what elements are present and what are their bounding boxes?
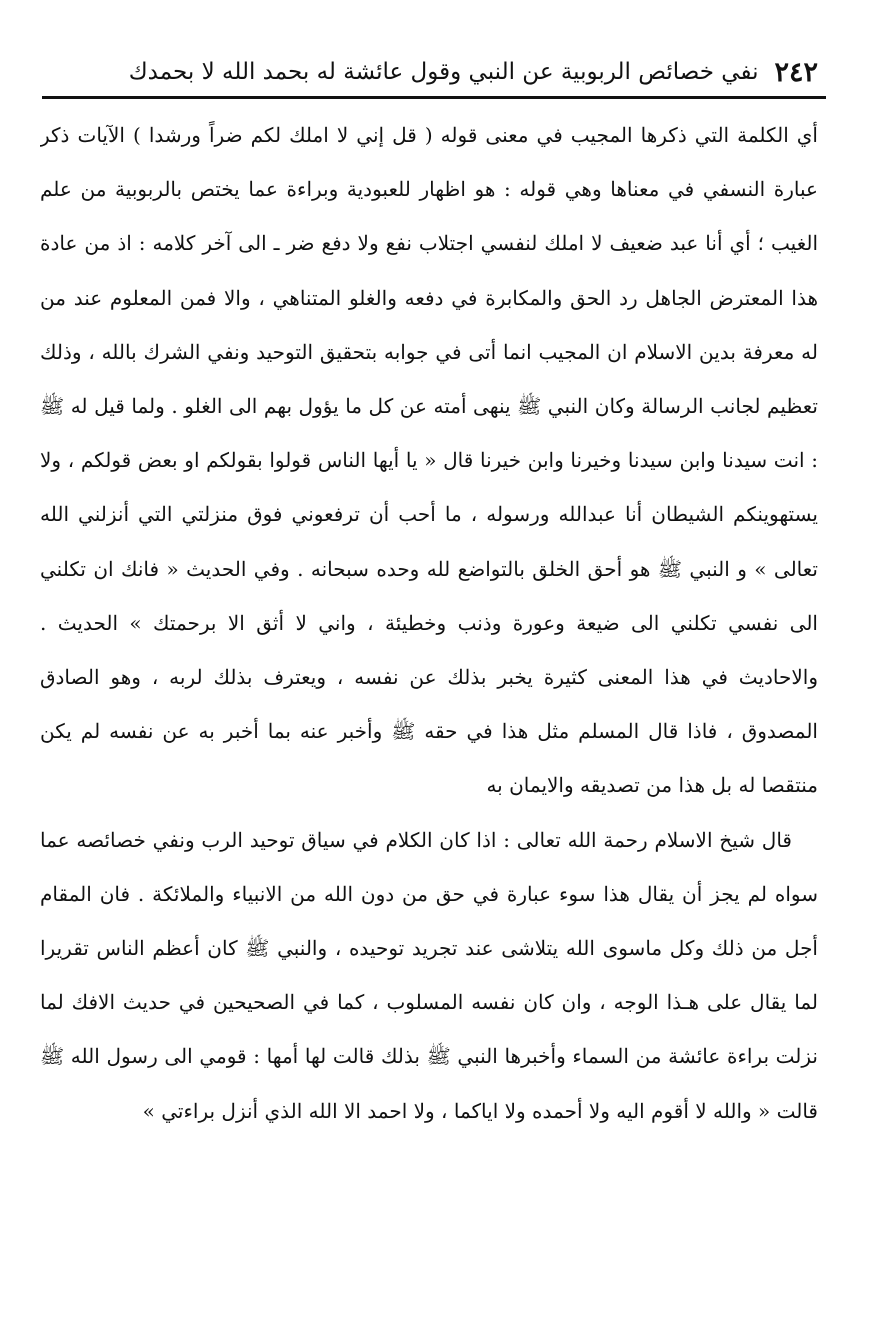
page-header [48, 52, 818, 92]
page-number: ٢٤٢ [774, 56, 818, 88]
running-title: نفي خصائص الربوبية عن النبي وقول عائشة له بحمد الله لا بحمدك [128, 59, 759, 85]
paragraph: أي الكلمة التي ذكرها المجيب في معنى قوله ( قل إني لا املك لكم ضراً ورشدا ) الآيات ذكر عبارة النسفي في معناها وهي قوله : هو اظهار للعبودية وبراءة عما يختص بالربوبية من علم الغيب ؛ أي أنا عبد ضعيف لا املك لنفسي اجتلاب نفع ولا دفع ضر ـ الى آخر كلامه : اذ من عادة هذا المعترض الجاهل رد الحق والمكابرة في دفعه والغلو المتناهي ، والا فمن المعلوم عند من له معرفة بدين الاسلام ان المجيب انما أتى في جوابه بتحقيق التوحيد ونفي الشرك بالله ، وذلك تعظيم لجانب الرسالة وكان النبي ﷺ ينهى أمته عن كل ما يؤول بهم الى الغلو . ولما قيل له ﷺ : انت سيدنا وابن سيدنا وخيرنا وابن خيرنا قال « يا أيها الناس قولوا بقولكم او بعض قولكم ، ولا يستهوينكم الشيطان أنا عبدالله ورسوله ، ما أحب أن ترفعوني فوق منزلتي التي أنزلني الله تعالى » و النبي ﷺ هو أحق الخلق بالتواضع لله وحده سبحانه . وفي الحديث « فانك ان تكلني الى نفسي تكلني الى ضيعة وعورة وذنب وخطيئة ، واني لا أثق الا برحمتك » الحديث . والاحاديث في هذا المعنى كثيرة يخبر بذلك عن نفسه ، ويعترف بذلك لربه ، وهو الصادق المصدوق ، فاذا قال المسلم مثل هذا في حقه ﷺ وأخبر عنه بما أخبر به عن نفسه لم يكن منتقصا له بل هذا من تصديقه والايمان به [40, 123, 818, 798]
paragraph: قال شيخ الاسلام رحمة الله تعالى : اذا كان الكلام في سياق توحيد الرب ونفي خصائصه عما سواه لم يجز أن يقال هذا سوء عبارة في حق من دون الله من الانبياء والملائكة . فان المقام أجل من ذلك وكل ماسوى الله يتلاشى عند تجريد توحيده ، والنبي ﷺ كان أعظم الناس تقريرا لما يقال على هـذا الوجه ، وان كان نفسه المسلوب ، كما في الصحيحين في حديث الافك لما نزلت براءة عائشة من السماء وأخبرها النبي ﷺ بذلك قالت لها أمها : قومي الى رسول الله ﷺ قالت « والله لا أقوم اليه ولا أحمده ولا اياكما ، ولا احمد الا الله الذي أنزل براءتي » [40, 827, 818, 1123]
page-body [40, 108, 818, 1218]
header-rule [42, 96, 826, 99]
